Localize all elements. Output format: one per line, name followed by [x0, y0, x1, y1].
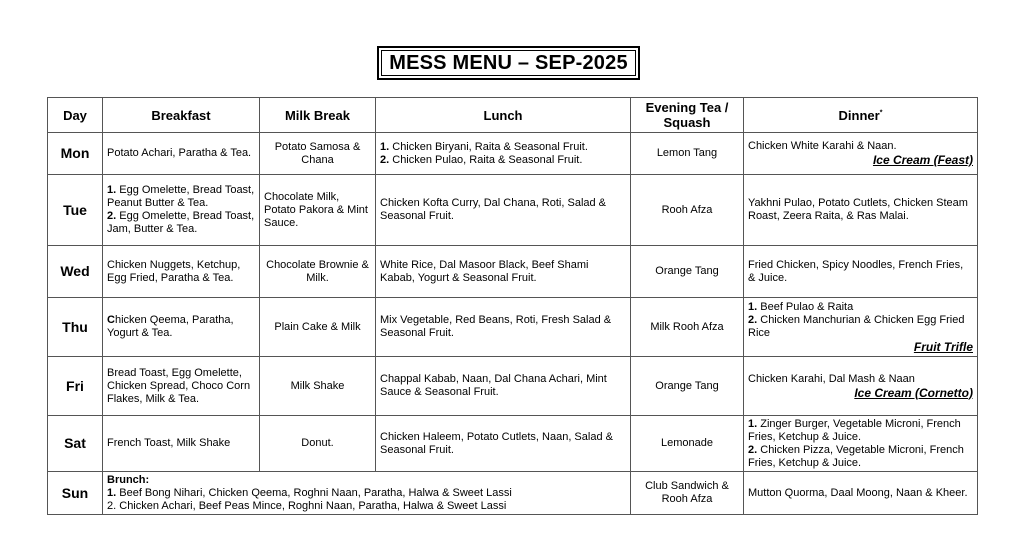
day-sun: Sun [48, 472, 103, 515]
header-dinner-mark: * [879, 109, 883, 117]
header-milk-break: Milk Break [260, 98, 376, 133]
table-row-fri [48, 357, 978, 416]
brunch-sun [103, 472, 631, 515]
header-evening-tea: Evening Tea / Squash [631, 98, 744, 133]
option-number: 1. [107, 184, 117, 196]
milk-break-fri: Milk Shake [260, 357, 376, 416]
dinner-sun: Mutton Quorma, Daal Moong, Naan & Kheer. [744, 472, 978, 515]
dinner-wed: Fried Chicken, Spicy Noodles, French Fries, & Juice. [744, 246, 978, 298]
option-number: 1. [748, 417, 758, 430]
day-fri: Fri [48, 357, 103, 416]
milk-break-thu: Plain Cake & Milk [260, 298, 376, 357]
header-row [48, 98, 978, 133]
option-number: 2. [380, 153, 390, 166]
evening-sat: Lemonade [631, 416, 744, 472]
dinner-tue: Yakhni Pulao, Potato Cutlets, Chicken Steam Roast, Zeera Raita, & Ras Malai. [744, 175, 978, 246]
lunch-mon-option-1 [380, 141, 626, 154]
lunch-mon-option-2 [380, 154, 626, 167]
option-number: 1. [107, 486, 117, 499]
option-number: 1. [380, 140, 390, 153]
dinner-sat-option-1 [748, 418, 973, 444]
dinner-sat-option-2 [748, 444, 973, 470]
milk-break-mon: Potato Samosa & Chana [260, 133, 376, 175]
option-text: Beef Bong Nihari, Chicken Qeema, Roghni Naan, Paratha, Halwa & Sweet Lassi [116, 486, 512, 499]
table-row-sun [48, 472, 978, 515]
option-text: Chicken Manchurian & Chicken Egg Fried Rice [748, 313, 965, 339]
table-row-sat [48, 416, 978, 472]
header-breakfast: Breakfast [103, 98, 260, 133]
breakfast-sat: French Toast, Milk Shake [103, 416, 260, 472]
option-number: 2. [107, 499, 117, 512]
option-number: 1. [748, 300, 758, 313]
evening-thu: Milk Rooh Afza [631, 298, 744, 357]
header-day: Day [48, 98, 103, 133]
dinner-mon-special: Ice Cream (Feast) [872, 153, 973, 167]
option-text: Chicken Biryani, Raita & Seasonal Fruit. [389, 140, 588, 153]
table-row-thu [48, 298, 978, 357]
breakfast-fri: Bread Toast, Egg Omelette, Chicken Spread, Choco Corn Flakes, Milk & Tea. [103, 357, 260, 416]
breakfast-mon: Potato Achari, Paratha & Tea. [103, 133, 260, 175]
option-text: Egg Omelette, Bread Toast, Jam, Butter & Tea. [107, 210, 255, 235]
milk-break-sat: Donut. [260, 416, 376, 472]
header-lunch: Lunch [376, 98, 631, 133]
dinner-mon-text: Chicken White Karahi & Naan. [748, 140, 897, 152]
dinner-fri-text: Chicken Karahi, Dal Mash & Naan [748, 372, 915, 385]
evening-wed: Orange Tang [631, 246, 744, 298]
evening-tue: Rooh Afza [631, 175, 744, 246]
day-sat: Sat [48, 416, 103, 472]
evening-fri: Orange Tang [631, 357, 744, 416]
breakfast-thu-text: hicken Qeema, Paratha, Yogurt & Tea. [107, 314, 234, 339]
evening-sun: Club Sandwich & Rooh Afza [631, 472, 744, 515]
dinner-thu-option-2 [748, 314, 973, 340]
option-text: Chicken Pizza, Vegetable Microni, French Fries, Ketchup & Juice. [748, 443, 964, 469]
header-dinner-label: Dinner [838, 107, 880, 123]
day-thu: Thu [48, 298, 103, 357]
option-text: Egg Omelette, Bread Toast, Peanut Butter & Tea. [107, 184, 255, 209]
dinner-thu-option-1 [748, 301, 973, 314]
breakfast-tue-option-1 [107, 184, 255, 210]
lunch-wed: White Rice, Dal Masoor Black, Beef Shami Kabab, Yogurt & Seasonal Fruit. [376, 246, 631, 298]
dinner-mon [744, 133, 978, 175]
dinner-fri-special: Ice Cream (Cornetto) [854, 385, 973, 400]
day-tue: Tue [48, 175, 103, 246]
milk-break-tue: Chocolate Milk, Potato Pakora & Mint Sauce. [260, 175, 376, 246]
dinner-thu-special: Fruit Trifle [913, 339, 973, 354]
lunch-thu: Mix Vegetable, Red Beans, Roti, Fresh Salad & Seasonal Fruit. [376, 298, 631, 357]
breakfast-wed: Chicken Nuggets, Ketchup, Egg Fried, Paratha & Tea. [103, 246, 260, 298]
option-number: 2. [748, 313, 758, 326]
menu-title-box [377, 46, 640, 80]
menu-title: MESS MENU – SEP-2025 [381, 50, 636, 76]
day-mon: Mon [48, 133, 103, 175]
brunch-label: Brunch: [107, 473, 150, 486]
dinner-sat [744, 416, 978, 472]
option-number: 2. [107, 210, 117, 222]
breakfast-tue [103, 175, 260, 246]
option-text: Chicken Pulao, Raita & Seasonal Fruit. [389, 153, 583, 166]
table-row-tue [48, 175, 978, 246]
option-number: 2. [748, 443, 758, 456]
brunch-option-2 [107, 500, 626, 513]
evening-mon: Lemon Tang [631, 133, 744, 175]
option-text: Zinger Burger, Vegetable Microni, French Fries, Ketchup & Juice. [748, 417, 961, 443]
dinner-thu [744, 298, 978, 357]
mess-menu-table [47, 97, 978, 515]
dinner-fri [744, 357, 978, 416]
lunch-tue: Chicken Kofta Curry, Dal Chana, Roti, Salad & Seasonal Fruit. [376, 175, 631, 246]
lunch-fri: Chappal Kabab, Naan, Dal Chana Achari, Mint Sauce & Seasonal Fruit. [376, 357, 631, 416]
table-row-wed [48, 246, 978, 298]
header-dinner [744, 98, 978, 133]
breakfast-thu-initial: C [107, 314, 115, 326]
lunch-sat: Chicken Haleem, Potato Cutlets, Naan, Salad & Seasonal Fruit. [376, 416, 631, 472]
breakfast-tue-option-2 [107, 210, 255, 236]
table-row-mon [48, 133, 978, 175]
option-text: Chicken Achari, Beef Peas Mince, Roghni Naan, Paratha, Halwa & Sweet Lassi [116, 499, 507, 512]
option-text: Beef Pulao & Raita [757, 300, 854, 313]
lunch-mon [376, 133, 631, 175]
milk-break-wed: Chocolate Brownie & Milk. [260, 246, 376, 298]
breakfast-thu [103, 298, 260, 357]
brunch-option-1 [107, 487, 626, 500]
day-wed: Wed [48, 246, 103, 298]
